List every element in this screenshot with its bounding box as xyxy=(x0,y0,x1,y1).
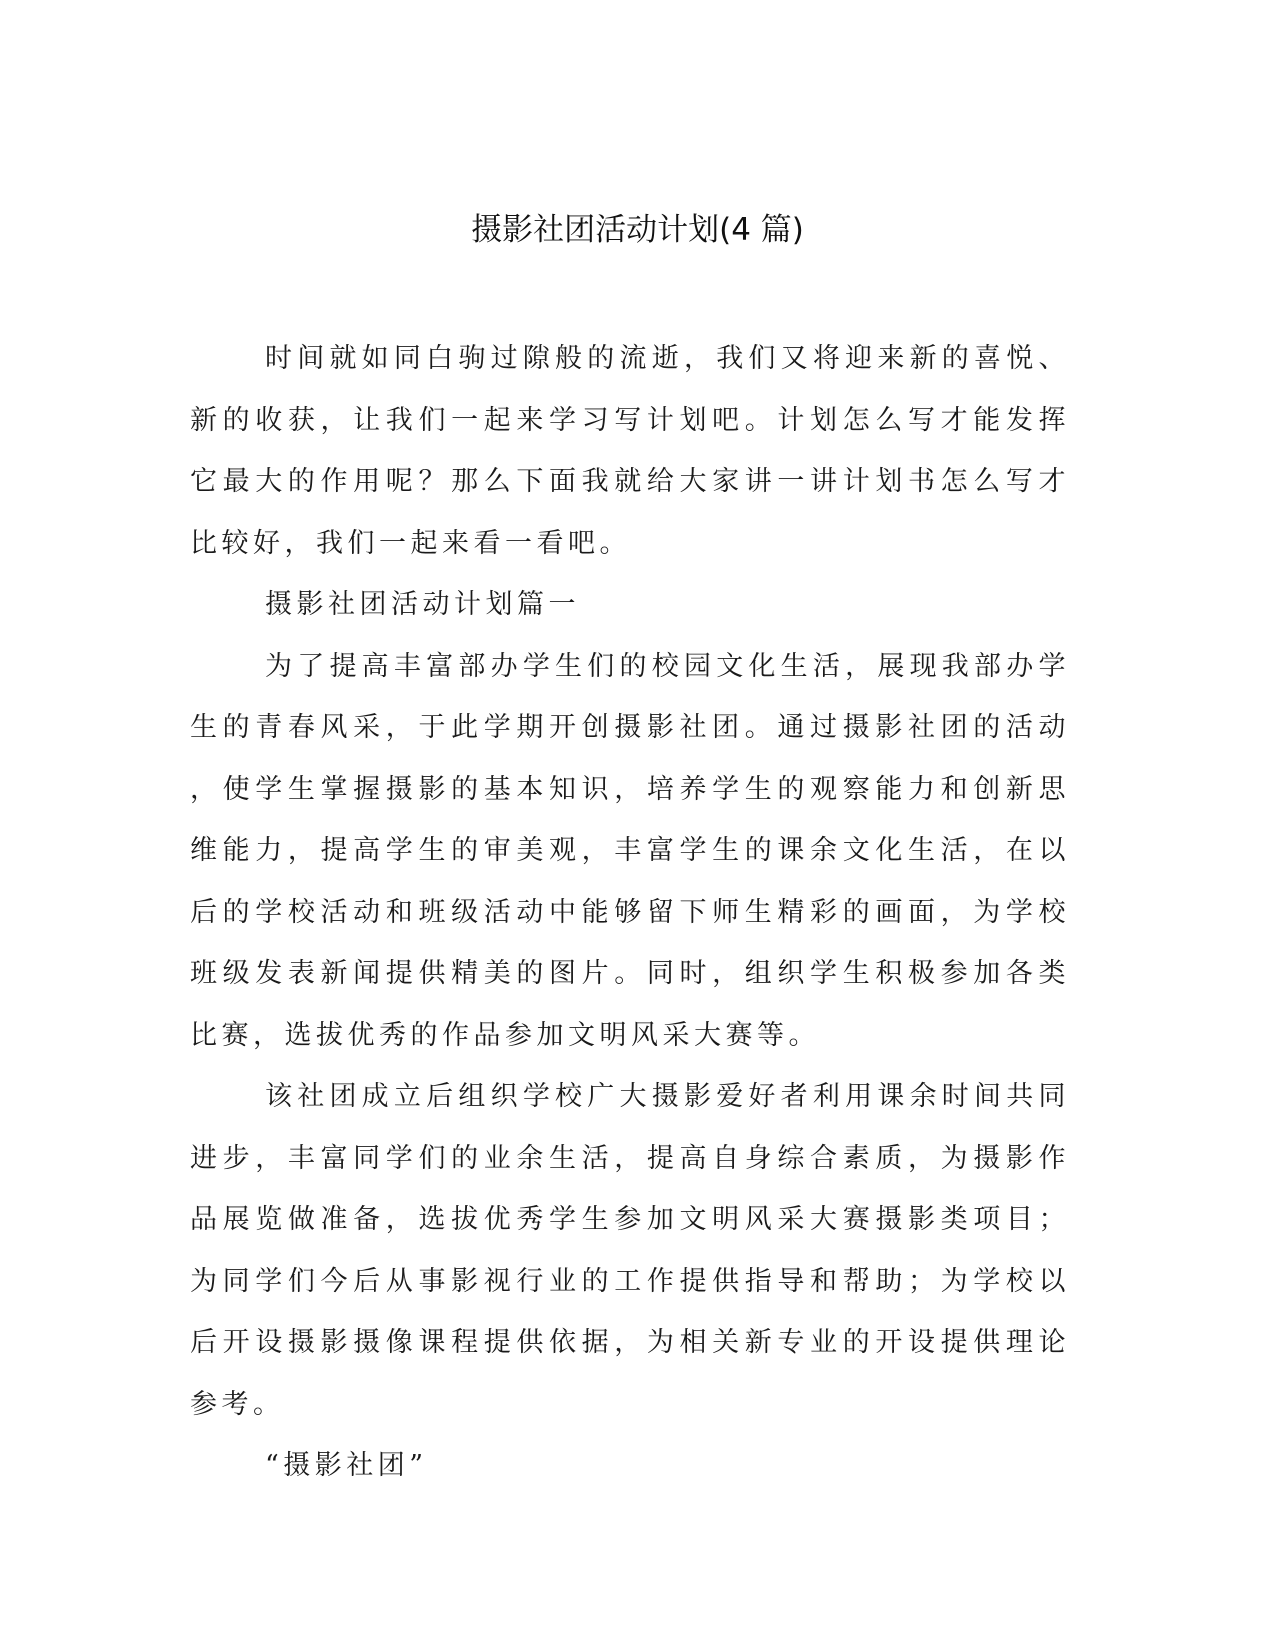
document-title: 摄影社团活动计划(4 篇) xyxy=(471,212,804,248)
section-heading: 摄影社团活动计划篇一 xyxy=(265,589,580,620)
subsection-heading: “摄影社团” xyxy=(265,1450,428,1481)
intro-paragraph: 时间就如同白驹过隙般的流逝，我们又将迎来新的喜悦、新的收获，让我们一起来学习写计划吧。计划怎么写才能发挥它最大的作用呢？那么下面我就给大家讲一讲计划书怎么写才比较好，我们一起来看一看吧。 xyxy=(190,343,1070,559)
body-paragraph: 为了提高丰富部办学生们的校园文化生活，展现我部办学生的青春风采，于此学期开创摄影社团。通过摄影社团的活动，使学生掌握摄影的基本知识，培养学生的观察能力和创新思维能力，提高学生的审美观，丰富学生的课余文化生活，在以后的学校活动和班级活动中能够留下师生精彩的画面，为学校班级发表新闻提供精美的图片。同时，组织学生积极参加各类比赛，选拔优秀的作品参加文明风采大赛等。 xyxy=(190,650,1070,1051)
document-body xyxy=(190,328,1070,1497)
body-paragraph: 该社团成立后组织学校广大摄影爱好者利用课余时间共同进步，丰富同学们的业余生活，提高自身综合素质，为摄影作品展览做准备，选拔优秀学生参加文明风采大赛摄影类项目；为同学们今后从事影视行业的工作提供指导和帮助；为学校以后开设摄影摄像课程提供依据，为相关新专业的开设提供理论参考。 xyxy=(190,1081,1070,1420)
